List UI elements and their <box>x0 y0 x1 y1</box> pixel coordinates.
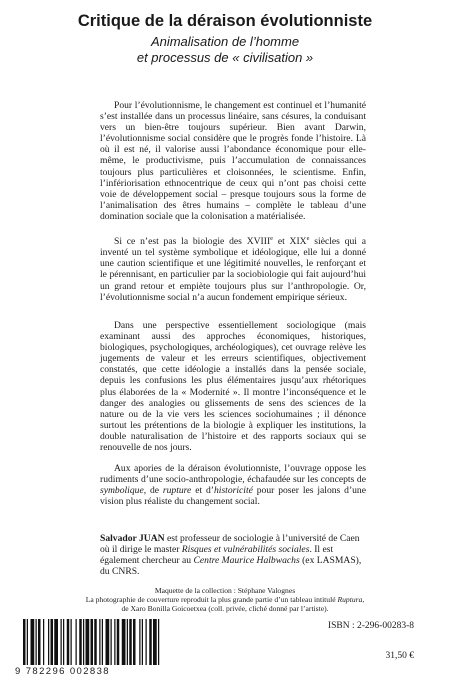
superscript: e <box>306 235 310 242</box>
barcode-bar <box>23 619 26 665</box>
barcode-bar <box>146 619 147 665</box>
summary-paragraph-1 <box>100 100 366 222</box>
barcode-bar <box>48 619 49 665</box>
italic-term: historicité <box>213 485 253 497</box>
barcode-bar <box>91 619 94 665</box>
barcode-bars <box>15 619 225 665</box>
barcode-bar <box>63 619 64 665</box>
barcode <box>15 619 225 676</box>
italic-term: Ruptura, <box>337 595 365 605</box>
credits-line-3: de Xaro Bonilla Goicoetxea (coll. privée, cliché donné par l’artiste). <box>121 604 329 614</box>
italic-term: Risques et vulnérabilités sociales <box>181 544 310 556</box>
barcode-bar <box>71 619 72 665</box>
author-name: Salvador JUAN <box>100 533 165 544</box>
price: 31,50 € <box>385 651 414 661</box>
barcode-bar <box>117 619 120 665</box>
barcode-bar <box>158 619 159 665</box>
paragraph-text <box>100 233 366 303</box>
barcode-bar <box>122 619 126 665</box>
credits <box>0 586 450 614</box>
barcode-bar <box>129 619 132 665</box>
barcode-bar <box>79 619 82 665</box>
barcode-bar <box>67 619 70 665</box>
summary-paragraph-4 <box>100 463 366 507</box>
barcode-bar <box>36 619 37 665</box>
barcode-bar <box>94 619 97 665</box>
barcode-bar <box>76 619 77 665</box>
barcode-bar <box>127 619 128 665</box>
barcode-bar <box>142 619 143 665</box>
barcode-bar <box>99 619 100 665</box>
paragraph-text <box>100 463 366 507</box>
text-run: Aux apories de la déraison évolutionniste, l’ouvrage oppose les rudiments d’une socio-anthropologie, échafaudée sur les concepts de <box>100 463 366 486</box>
isbn: ISBN : 2-296-00283-8 <box>327 621 414 631</box>
superscript: e <box>270 235 274 242</box>
text-run: siècles qui a inventé un tel système symbolique et idéologique, elle lui a donné une caution scientifique et une légitimité nouvelles, le renforçant et le pérennisant, en particulier par la sociobiologie qui fait aujourd’hui un grand retour et empiète toujours plus sur l’anthropologie. Or, l’évolutionnisme social n’a aucun fondement empirique sérieux. <box>100 236 366 303</box>
italic-term: rupture <box>162 485 192 497</box>
barcode-bar <box>83 619 84 665</box>
text-run: et XIX <box>273 236 307 248</box>
barcode-bar <box>43 619 44 665</box>
barcode-bar <box>61 619 62 665</box>
barcode-bar <box>51 619 54 665</box>
paragraph-text: Dans une perspective essentiellement sociologique (mais examinant aussi des approches économiques, historiques, biologiques, psychologiques, archéologiques), cet ouvrage relève les jugements de valeur et les erreurs scientifiques, objectivement constatés, que cette idéologie a installés dans la pensée sociale, depuis les confusions les plus élémentaires jusqu’aux rhétoriques plus élaborées de la « Modernité ». Il montre l’inconséquence et le danger des analogies ou glissements de sens des sciences de la nature ou de la vie vers les sciences sociohumaines ; il dénonce surtout les prétentions de la biologie à expliquer les institutions, la double naturalisation de l’histoire et des rapports sociaux qui se renouvelle de nos jours. <box>100 320 366 454</box>
barcode-bar <box>111 619 112 665</box>
author-bio <box>100 533 366 577</box>
barcode-bar <box>102 619 103 665</box>
text-run: est professeur de sociologie à l’université de Caen où il dirige le master <box>100 533 360 556</box>
book-title: Critique de la déraison évolutionniste <box>77 12 373 30</box>
barcode-bar <box>114 619 115 665</box>
italic-term: symbolique <box>100 485 144 497</box>
paragraph-text: Pour l’évolutionnisme, le changement est continuel et l’humanité s’est installée dans un processus linéaire, sans césures, la conduisant vers un bien-être toujours supérieur. Bien avant Darwin, l’évolutionnisme social considère que le progrès fonde l’histoire. Là où il est né, il valorise aussi l’abondance économique pour elle-même, le productivisme, puis l’accumulation de connaissances toujours plus particulières et cloisonnées, le scientisme. Enfin, l’infériorisation ethnocentrique de ceux qui n’ont pas choisi cette voie de développement social – presque toujours sous la forme de l’animalisation des êtres humains – complète le tableau d’une domination sociale que la colonisation a matérialisée. <box>100 100 366 222</box>
summary-paragraph-3 <box>100 320 366 453</box>
barcode-bar <box>27 619 28 665</box>
summary-paragraph-2 <box>100 233 366 303</box>
barcode-bar <box>153 619 157 665</box>
text-run: (ex LASMAS), du CNRS. <box>100 555 362 578</box>
barcode-bar <box>133 619 136 665</box>
text-run: et d’ <box>191 485 214 497</box>
text-run: . Il est également chercheur au <box>100 544 334 567</box>
credits-line-1: Maquette de la collection : Stéphane Valognes <box>154 586 296 595</box>
subtitle-line-2: et processus de « civilisation » <box>136 50 314 65</box>
barcode-bar <box>86 619 90 665</box>
italic-term: Centre Maurice Halbwachs <box>193 555 300 567</box>
barcode-bar <box>38 619 41 665</box>
text-run: , de <box>143 485 163 497</box>
text-run: La photographie de couverture reproduit la plus grande partie d’un tableau intitulé <box>85 595 338 605</box>
barcode-bar <box>139 619 140 665</box>
text-run: Si ce n’est pas la biologie des XVIII <box>114 236 271 248</box>
subtitle-line-1: Animalisation de l’homme <box>150 34 300 49</box>
credits-line-2 <box>0 595 450 604</box>
barcode-bar <box>106 619 110 665</box>
text-run: pour poser les jalons d’une vision plus réaliste du changement social. <box>100 485 366 508</box>
barcode-bar <box>31 619 35 665</box>
barcode-bar <box>54 619 58 665</box>
barcode-bar <box>149 619 152 665</box>
barcode-digits: 9 782296 002838 <box>15 666 110 677</box>
